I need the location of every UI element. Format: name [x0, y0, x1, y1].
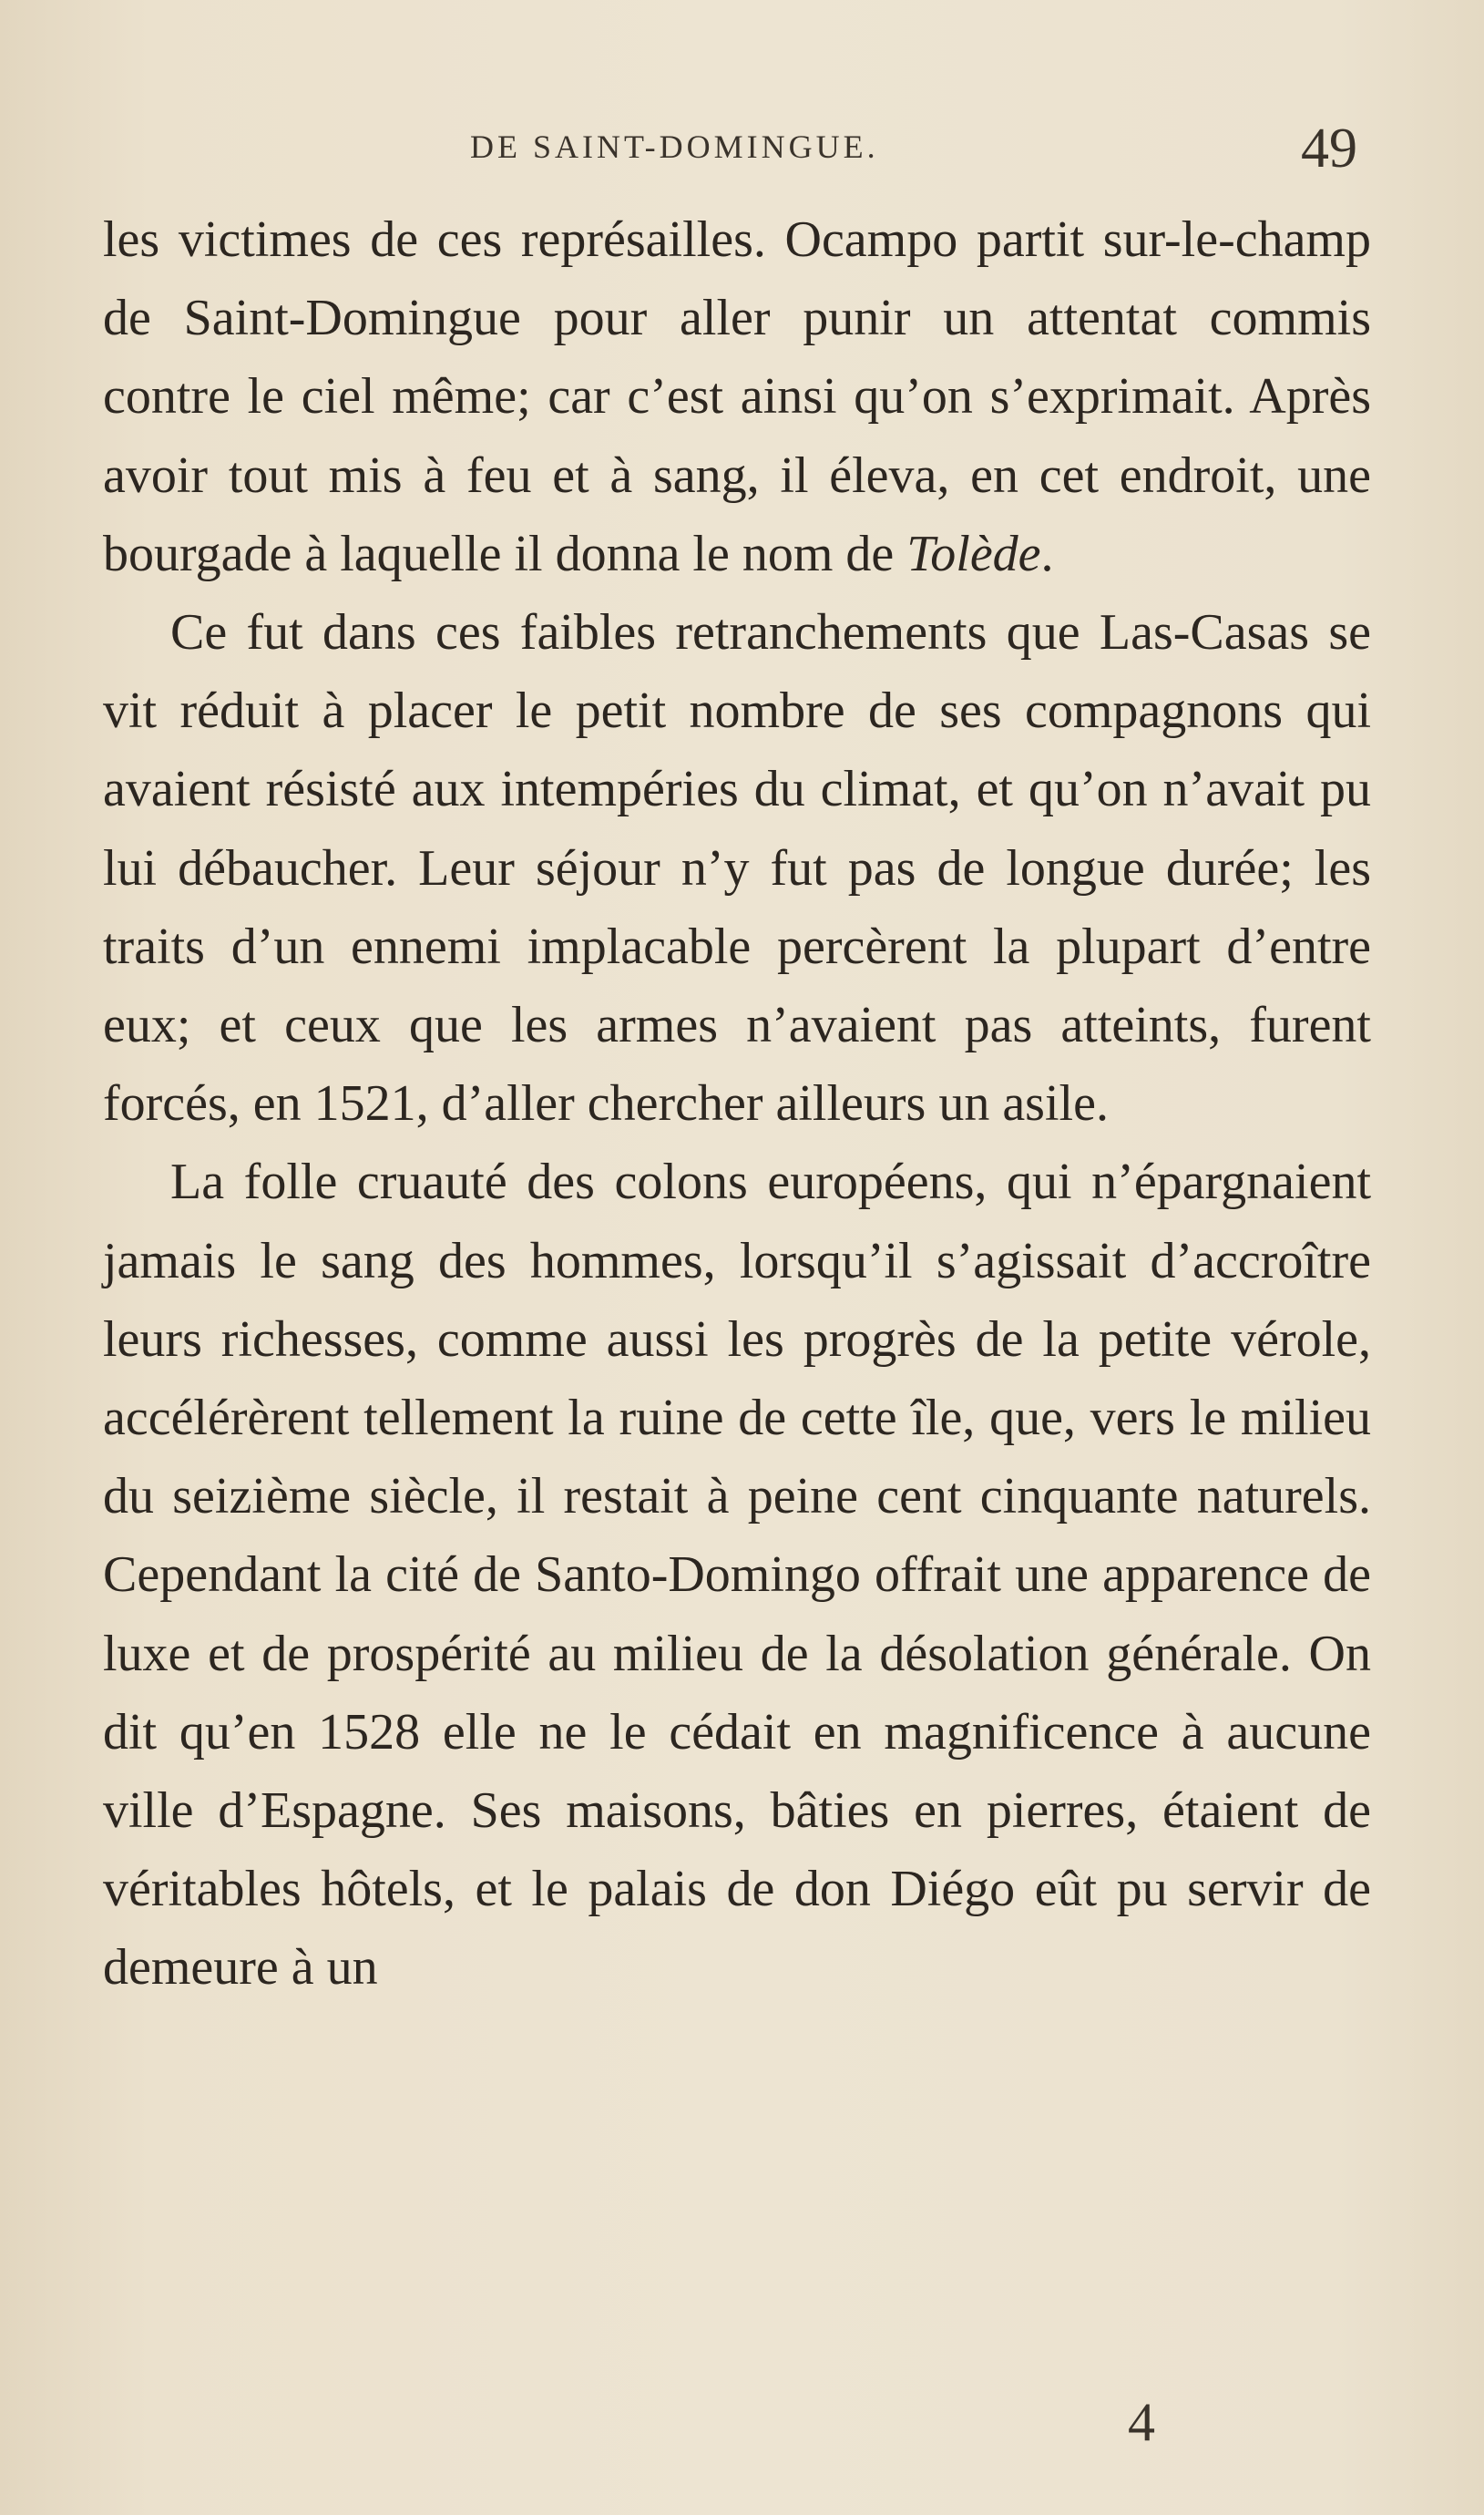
place-name-toledo: Tolède [906, 525, 1041, 582]
paragraph-1-text: les victimes de ces représailles. Ocampo partit sur-le-champ de Saint-Domingue pour aller punir un attentat commis contre le ciel même; car c’est ainsi qu’on s’exprimait. Après avoir tout mis à feu et à sang, il éleva, en cet endroit, une bourgade à laquelle il donna le nom de [103, 211, 1371, 582]
paragraph-1 [103, 200, 1371, 593]
paragraph-1-end: . [1040, 525, 1054, 582]
body-text [103, 200, 1371, 2007]
signature-mark: 4 [1128, 2392, 1155, 2452]
running-title: DE SAINT-DOMINGUE. [470, 128, 879, 165]
page-header [0, 117, 1484, 180]
page-number: 49 [1301, 118, 1357, 180]
paragraph-3: La folle cruauté des colons européens, qui n’épargnaient jamais le sang des hommes, lorsqu’il s’agissait d’accroître leurs richesses, comme aussi les progrès de la petite vérole, accélérèrent tellement la ruine de cette île, que, vers le milieu du seizième siècle, il restait à peine cent cinquante naturels. Cependant la cité de Santo-Domingo offrait une apparence de luxe et de prospérité au milieu de la désolation générale. On dit qu’en 1528 elle ne le cédait en magnificence à aucune ville d’Espagne. Ses maisons, bâties en pierres, étaient de véritables hôtels, et le palais de don Diégo eût pu servir de demeure à un [103, 1154, 1371, 1997]
paragraph-2: Ce fut dans ces faibles retranchements que Las-Casas se vit réduit à placer le petit nombre de ses compagnons qui avaient résisté aux intempéries du climat, et qu’on n’avait pu lui débaucher. Leur séjour n’y fut pas de longue durée; les traits d’un ennemi implacable percèrent la plupart d’entre eux; et ceux que les armes n’avaient pas atteints, furent forcés, en 1521, d’aller chercher ailleurs un asile. [103, 604, 1371, 1133]
